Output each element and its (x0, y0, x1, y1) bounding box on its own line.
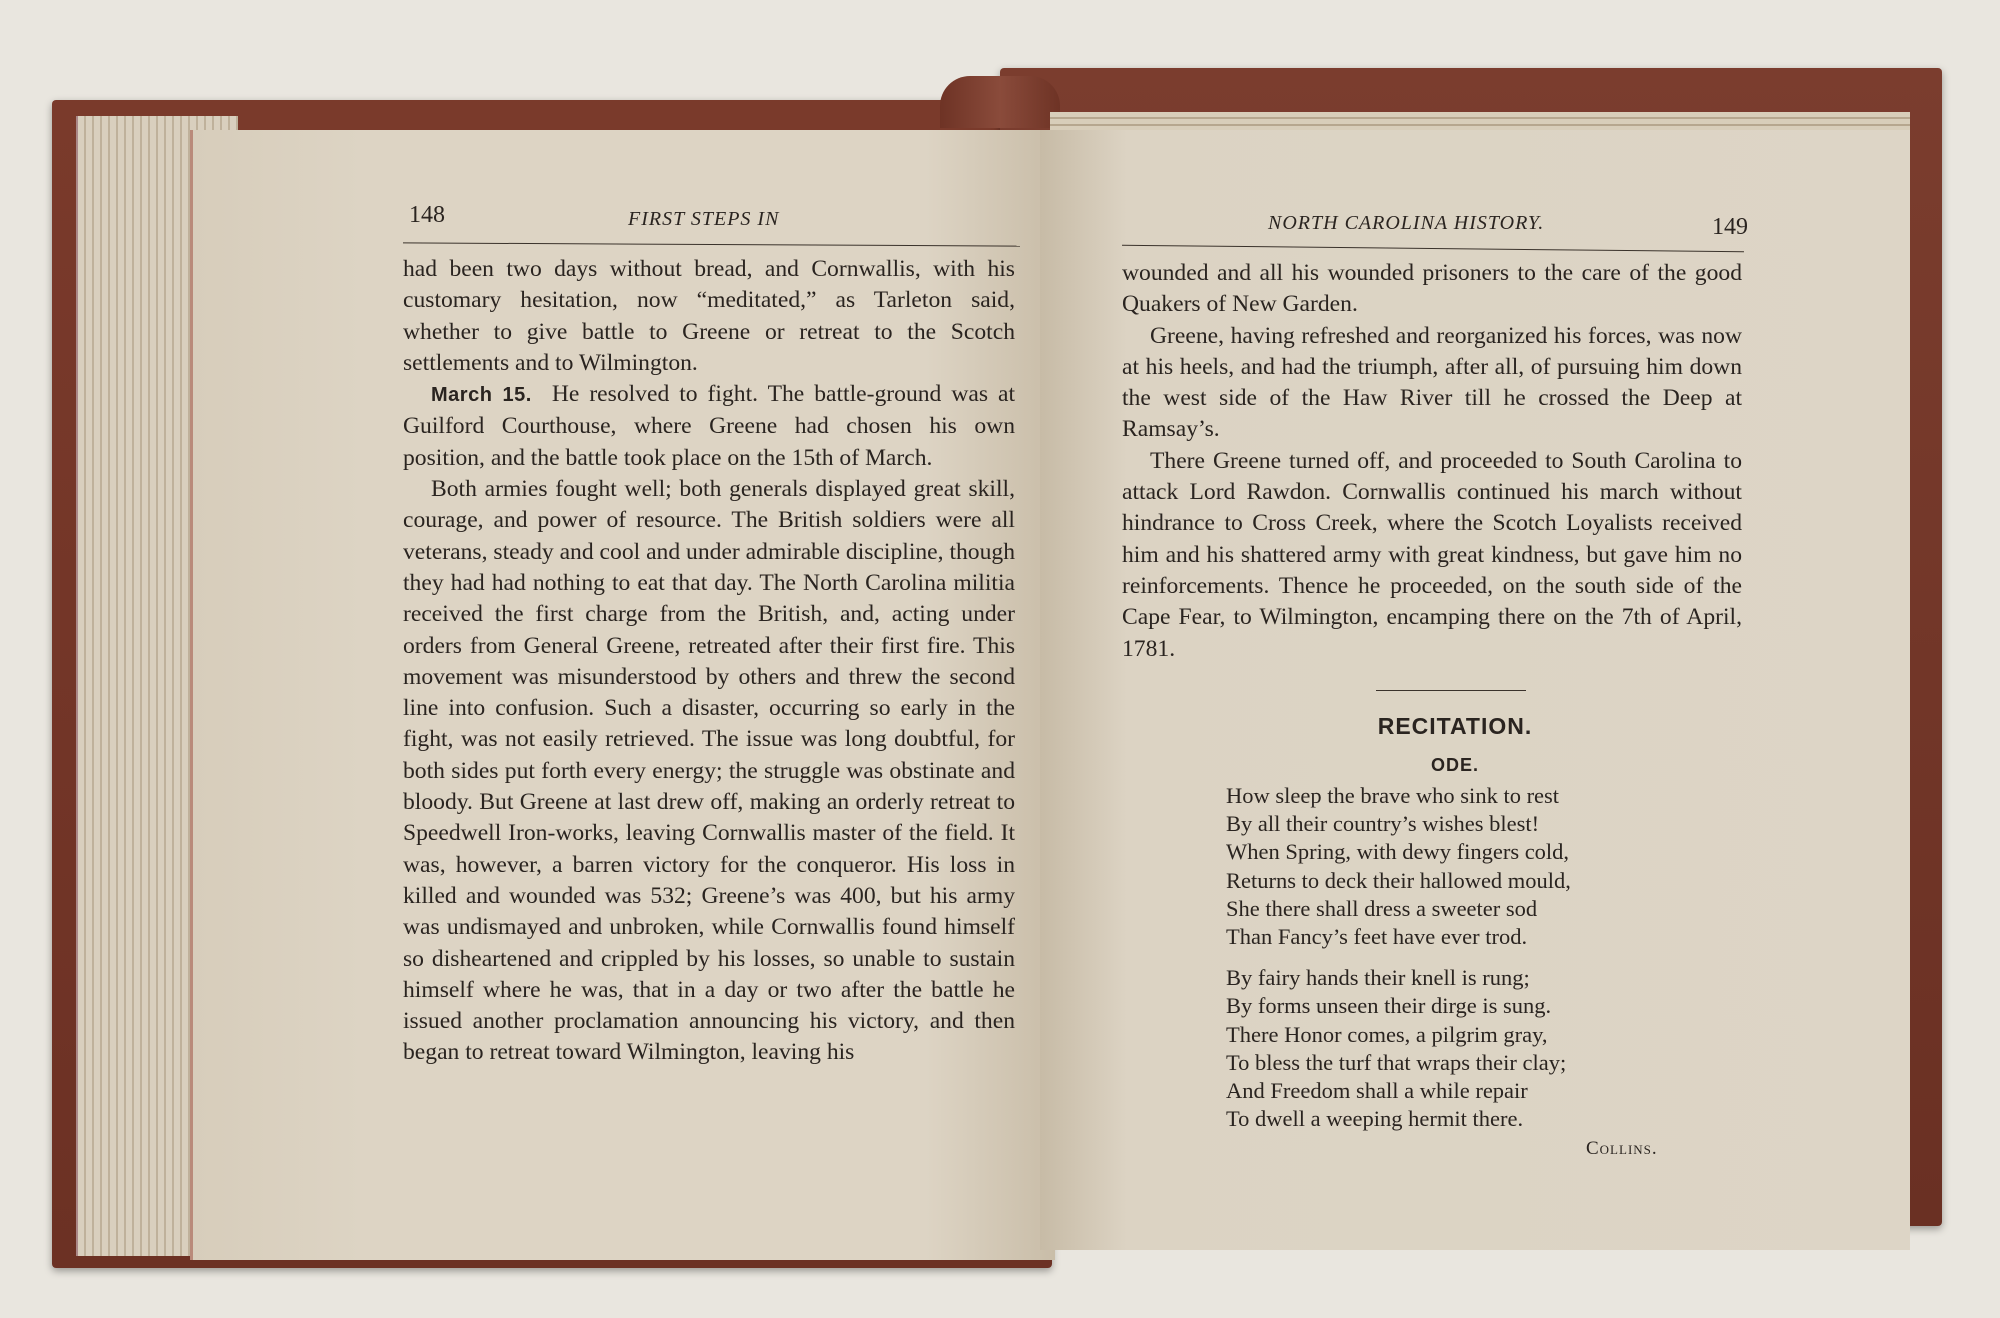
poem-line: Than Fancy’s feet have ever trod. (1226, 924, 1528, 950)
right-body-text (1122, 258, 1742, 665)
poem-line: By forms unseen their dirge is sung. (1226, 993, 1552, 1019)
right-paragraph-3: There Greene turned off, and proceeded to South Carolina to attack Lord Rawdon. Cornwallis continued his march without hindrance to Cross Creek, where the Scotch Loyalists received him and his shattered army with great kindness, but gave him no reinforcements. Thence he proceeded, on the south side of the Cape Fear, to Wilmington, encamping there on the 7th of April, 1781. (1122, 447, 1742, 662)
poem-title: ODE. (1430, 755, 1479, 775)
poem-line: To bless the turf that wraps their clay; (1226, 1049, 1567, 1075)
poem-line: And Freedom shall a while repair (1226, 1078, 1528, 1104)
poem-stanza-2 (1226, 964, 1666, 1133)
left-paragraph-3: Both armies fought well; both generals displayed great skill, courage, and power of resource. The British soldiers were all veterans, steady and cool and under admirable discipline, though they had had nothing to eat that day. The North Carolina militia received the first charge from the British, and, acting under orders from General Greene, retreated after their first fire. This movement was misunderstood by others and threw the second line into confusion. Such a disaster, occurring so early in the fight, was not easily retrieved. The issue was long doubtful, for both sides put forth every energy; the struggle was obstinate and bloody. But Greene at last drew off, making an orderly retreat to Speedwell Iron-works, leaving Cornwallis master of the field. It was, however, a barren victory for the conqueror. His loss in killed and wounded was 532; Greene’s was 400, but his army was undismayed and unbroken, while Cornwallis found himself so disheartened and crippled by his losses, so unable to sustain himself where he was, that in a day or two after the battle he issued another proclamation announcing his victory, and then began to retreat toward Wilmington, leaving his (403, 476, 1015, 1066)
right-page (1040, 130, 1910, 1250)
left-paragraph-2-text: He resolved to fight. The battle-ground was at Guilford Courthouse, where Greene had chosen his own position, and the battle took place on the 15th of March. (403, 381, 1016, 471)
left-body-text (403, 254, 1015, 1069)
poem-line: By all their country’s wishes blest! (1226, 811, 1540, 837)
left-running-title: FIRST STEPS IN (628, 208, 780, 230)
poem-line: To dwell a weeping hermit there. (1226, 1106, 1524, 1132)
poem-stanza-1 (1226, 782, 1666, 951)
book-spine (940, 76, 1060, 128)
poem-line: There Honor comes, a pilgrim gray, (1226, 1021, 1548, 1047)
section-divider (1376, 690, 1526, 691)
left-head-rule (403, 242, 1020, 246)
recitation-heading: RECITATION. (1377, 713, 1533, 739)
right-page-number: 149 (1712, 214, 1748, 240)
left-page-number: 148 (409, 202, 445, 228)
poem-line: Returns to deck their hallowed mould, (1226, 867, 1571, 893)
poem (1226, 782, 1666, 1146)
poem-line: She there shall dress a sweeter sod (1226, 895, 1538, 921)
left-running-head (193, 198, 1055, 238)
left-paragraph-1: had been two days without bread, and Cornwallis, with his customary hesitation, now “meditated,” as Tarleton said, whether to give battle to Greene or retreat to the Scotch settlements and to Wilmington. (403, 256, 1015, 376)
poem-line: How sleep the brave who sink to rest (1226, 783, 1560, 808)
margin-date-note: March 15. (431, 384, 532, 407)
left-paragraph-2 (403, 379, 1015, 474)
right-running-title: NORTH CAROLINA HISTORY. (1268, 212, 1545, 234)
right-running-head (1040, 198, 1910, 238)
right-paragraph-2: Greene, having refreshed and reorganized his forces, was now at his heels, and had the triumph, after all, of pursuing him down the west side of the Haw River till he crossed the Deep at Ramsay’s. (1122, 322, 1742, 443)
right-paragraph-1: wounded and all his wounded prisoners to the care of the good Quakers of New Garden. (1122, 260, 1742, 318)
poem-line: By fairy hands their knell is rung; (1226, 965, 1530, 991)
poem-line: When Spring, with dewy fingers cold, (1226, 839, 1570, 865)
poem-author: Collins. (1586, 1138, 1658, 1159)
left-page (190, 130, 1055, 1260)
right-head-rule (1122, 245, 1744, 253)
